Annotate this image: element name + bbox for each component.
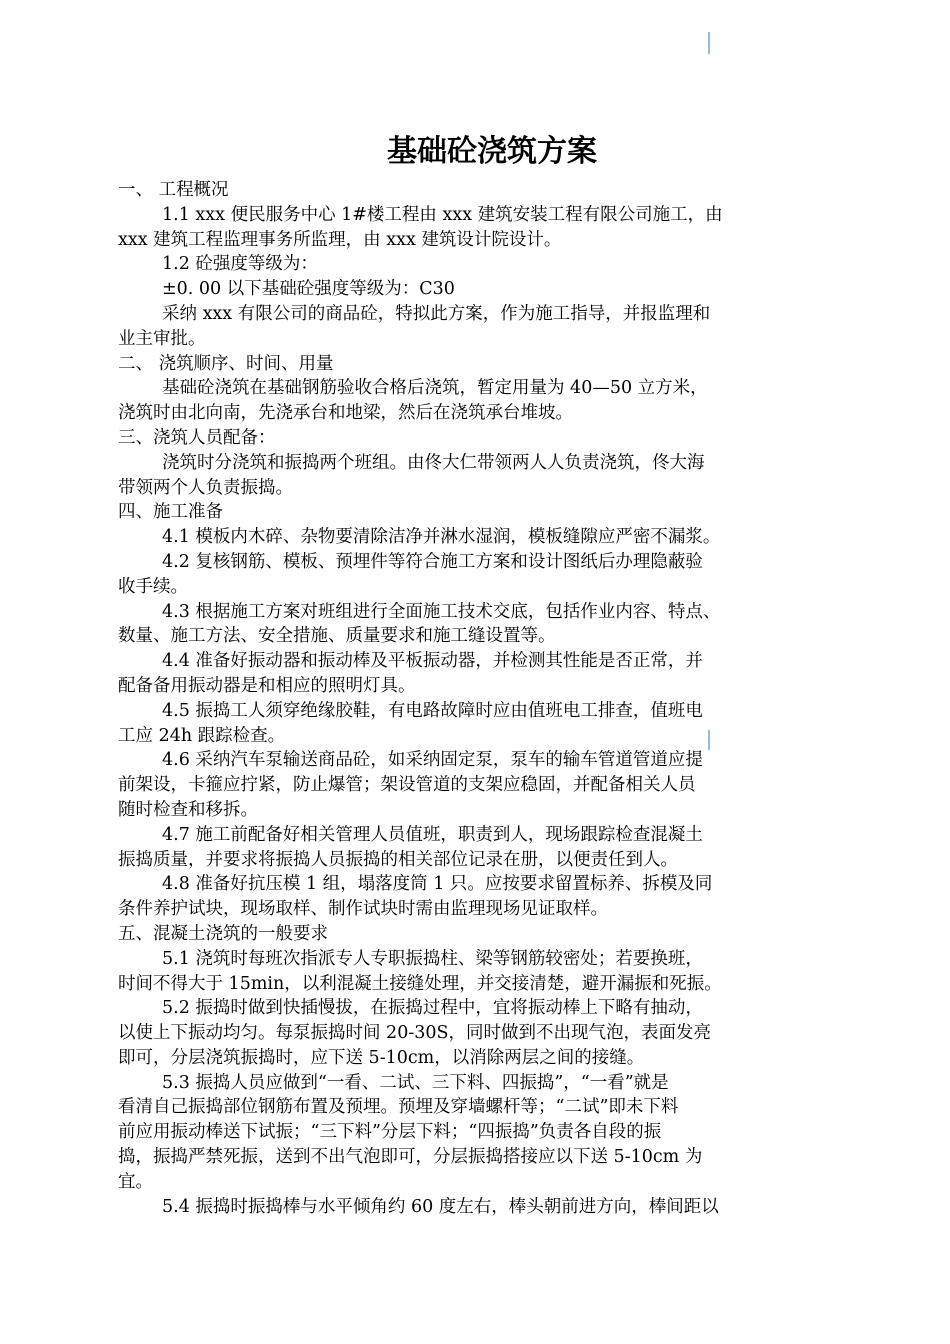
text-line: 4.6 采纳汽车泵输送商品砼，如采纳固定泵，泵车的输车管道管道应提 — [162, 750, 703, 771]
text-line: 5.3 振捣人员应做到“一看、二试、三下料、四振捣”，“一看”就是 — [162, 1072, 669, 1093]
text-line: 振捣质量，并要求将振捣人员振捣的相关部位记录在册，以便责任到人。 — [118, 849, 678, 870]
text-line: ±0. 00 以下基础砼强度等级为：C30 — [162, 279, 455, 300]
text-line: 前架设，卡箍应拧紧，防止爆管；架设管道的支架应稳固，并配备相关人员 — [118, 775, 696, 796]
text-line: 浇筑时分浇筑和振捣两个班组。由佟大仁带领两人人负责浇筑，佟大海 — [162, 452, 705, 473]
text-line: 看清自己振捣部位钢筋布置及预埋。预埋及穿墙螺杆等；“二试”即未下料 — [118, 1097, 679, 1118]
text-line: 5.2 振捣时做到快插慢拔，在振捣过程中，宜将振动棒上下略有抽动， — [162, 998, 703, 1019]
text-line: 4.8 准备好抗压模 1 组，塌落度筒 1 只。应按要求留置标养、拆模及同 — [162, 874, 713, 895]
text-line: 工应 24h 跟踪检查。 — [118, 725, 286, 746]
text-line: 配备备用振动器是和相应的照明灯具。 — [118, 675, 416, 696]
document-title: 基础砼浇筑方案 — [387, 134, 597, 169]
text-line: 捣，振捣严禁死振，送到不出气泡即可，分层振捣搭接应以下送 5-10cm 为 — [118, 1147, 703, 1168]
text-line: 浇筑时由北向南，先浇承台和地梁，然后在浇筑承台堆坡。 — [118, 403, 573, 424]
text-line: 时间不得大于 15min，以利混凝土接缝处理，并交接清楚，避开漏振和死振。 — [118, 973, 722, 994]
text-line: 采纳 xxx 有限公司的商品砼，特拟此方案，作为施工指导，并报监理和 — [162, 303, 711, 324]
text-line: 5.1 浇筑时每班次指派专人专职振捣柱、梁等钢筋较密处；若要换班， — [162, 948, 703, 969]
edit-marker-top — [708, 32, 710, 54]
text-line: 随时检查和移拆。 — [118, 799, 258, 820]
text-line: 4.4 准备好振动器和振动棒及平板振动器，并检测其性能是否正常，并 — [162, 651, 703, 672]
text-line: 4.3 根据施工方案对班组进行全面施工技术交底，包括作业内容、特点、 — [162, 601, 721, 622]
text-line: 收手续。 — [118, 576, 188, 597]
text-line: 前应用振动棒送下试振；“三下料”分层下料；“四振捣”负责各自段的振 — [118, 1122, 662, 1143]
document-page — [118, 128, 866, 1219]
text-line: 1.1 xxx 便民服务中心 1#楼工程由 xxx 建筑安装工程有限公司施工，由 — [162, 204, 723, 225]
text-line: 三、浇筑人员配备： — [118, 427, 276, 448]
text-line: 即可，分层浇筑振捣时，应下送 5-10cm，以消除两层之间的接缝。 — [118, 1047, 645, 1068]
text-line: 基础砼浇筑在基础钢筋验收合格后浇筑，暂定用量为 40—50 立方米， — [162, 378, 708, 399]
text-line: 4.2 复核钢筋、模板、预埋件等符合施工方案和设计图纸后办理隐蔽验 — [162, 551, 703, 572]
text-line: 四、施工准备 — [118, 502, 223, 523]
text-line: 数量、施工方法、安全措施、质量要求和施工缝设置等。 — [118, 626, 556, 647]
text-line: 4.7 施工前配备好相关管理人员值班，职责到人，现场跟踪检查混凝土 — [162, 824, 703, 845]
text-line: 一、 工程概况 — [118, 180, 229, 200]
text-line: xxx 建筑工程监理事务所监理，由 xxx 建筑设计院设计。 — [118, 229, 562, 250]
text-line: 五、混凝土浇筑的一般要求 — [118, 923, 328, 944]
text-line: 二、 浇筑顺序、时间、用量 — [118, 353, 334, 374]
text-line: 业主审批。 — [118, 328, 206, 349]
text-line: 4.1 模板内木碎、杂物要清除洁净并淋水湿润，模板缝隙应严密不漏浆。 — [162, 527, 721, 548]
document-body — [118, 178, 866, 1219]
text-line: 宜。 — [118, 1171, 153, 1192]
text-line: 1.2 砼强度等级为： — [162, 254, 318, 275]
text-line: 条件养护试块，现场取样、制作试块时需由监理现场见证取样。 — [118, 899, 608, 920]
text-line: 5.4 振捣时振捣棒与水平倾角约 60 度左右，棒头朝前进方向，棒间距以 — [162, 1196, 719, 1217]
text-line: 以使上下振动均匀。每泵振捣时间 20-30S，同时做到不出现气泡，表面发亮 — [118, 1023, 711, 1044]
text-line: 4.5 振捣工人须穿绝缘胶鞋，有电路故障时应由值班电工排查，值班电 — [162, 700, 703, 721]
text-line: 带领两个人负责振捣。 — [118, 477, 293, 498]
